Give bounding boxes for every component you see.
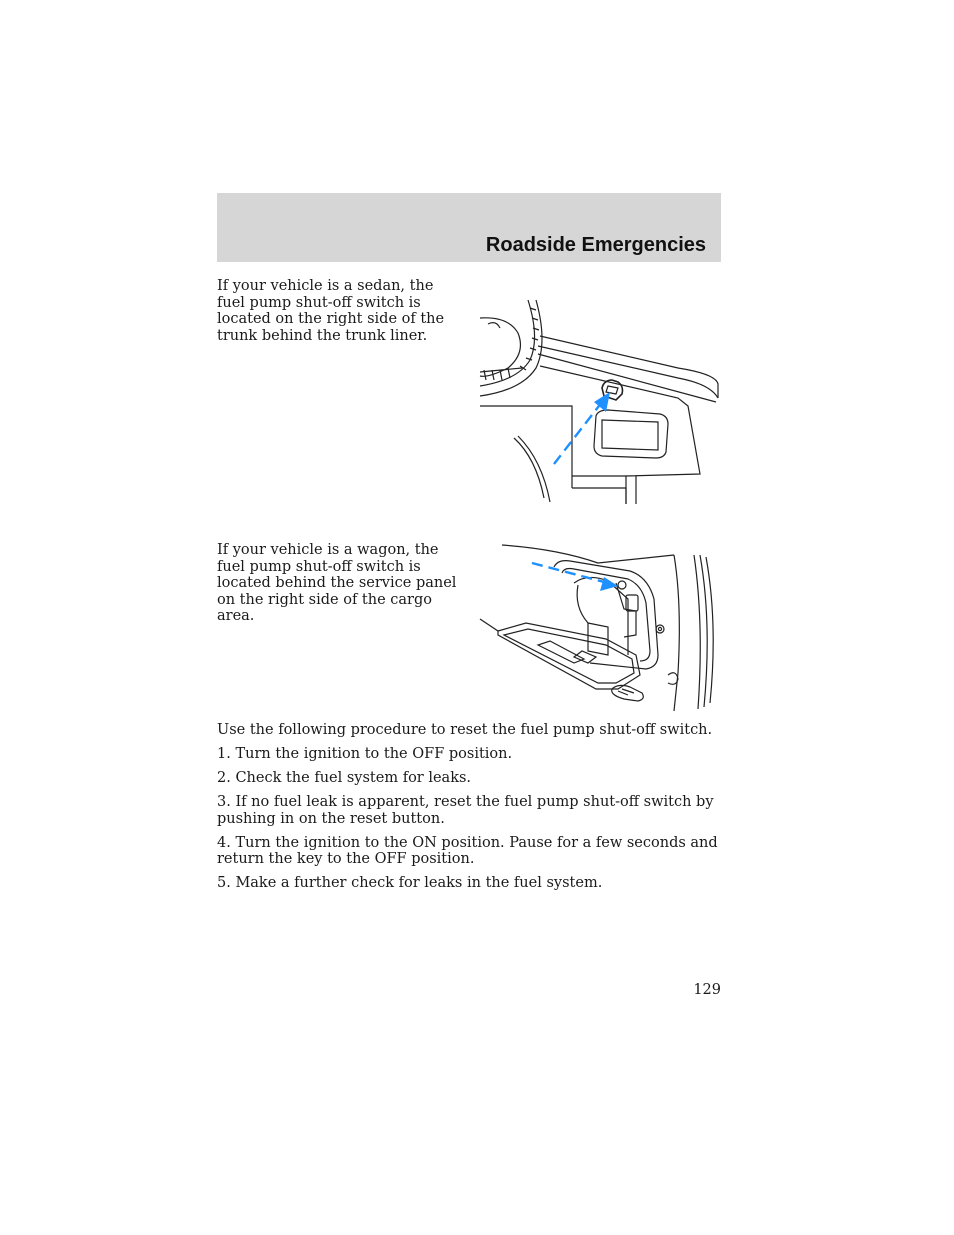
reset-procedure [217,722,721,899]
page-number: 129 [693,982,721,998]
section-header-band [217,193,721,262]
sedan-paragraph: If your vehicle is a sedan, the fuel pump shut-off switch is located on the right side of the trunk behind the trunk liner. [217,278,445,344]
section-title: Roadside Emergencies [485,234,706,256]
procedure-step: 4. Turn the ignition to the ON position. Pause for a few seconds and return the key to the OFF position. [217,834,718,867]
procedure-step: 1. Turn the ignition to the OFF position. [217,746,513,762]
procedure-step: 5. Make a further check for leaks in the fuel system. [217,875,603,891]
procedure-intro: Use the following procedure to reset the fuel pump shut-off switch. [217,722,713,738]
wagon-cargo-illustration [478,543,722,713]
sedan-trunk-illustration [478,298,722,508]
procedure-step: 3. If no fuel leak is apparent, reset the fuel pump shut-off switch by pushing in on the reset button. [217,794,714,827]
wagon-paragraph: If your vehicle is a wagon, the fuel pump shut-off switch is located behind the service panel on the right side of the cargo area. [217,542,457,624]
procedure-step: 2. Check the fuel system for leaks. [217,770,472,786]
